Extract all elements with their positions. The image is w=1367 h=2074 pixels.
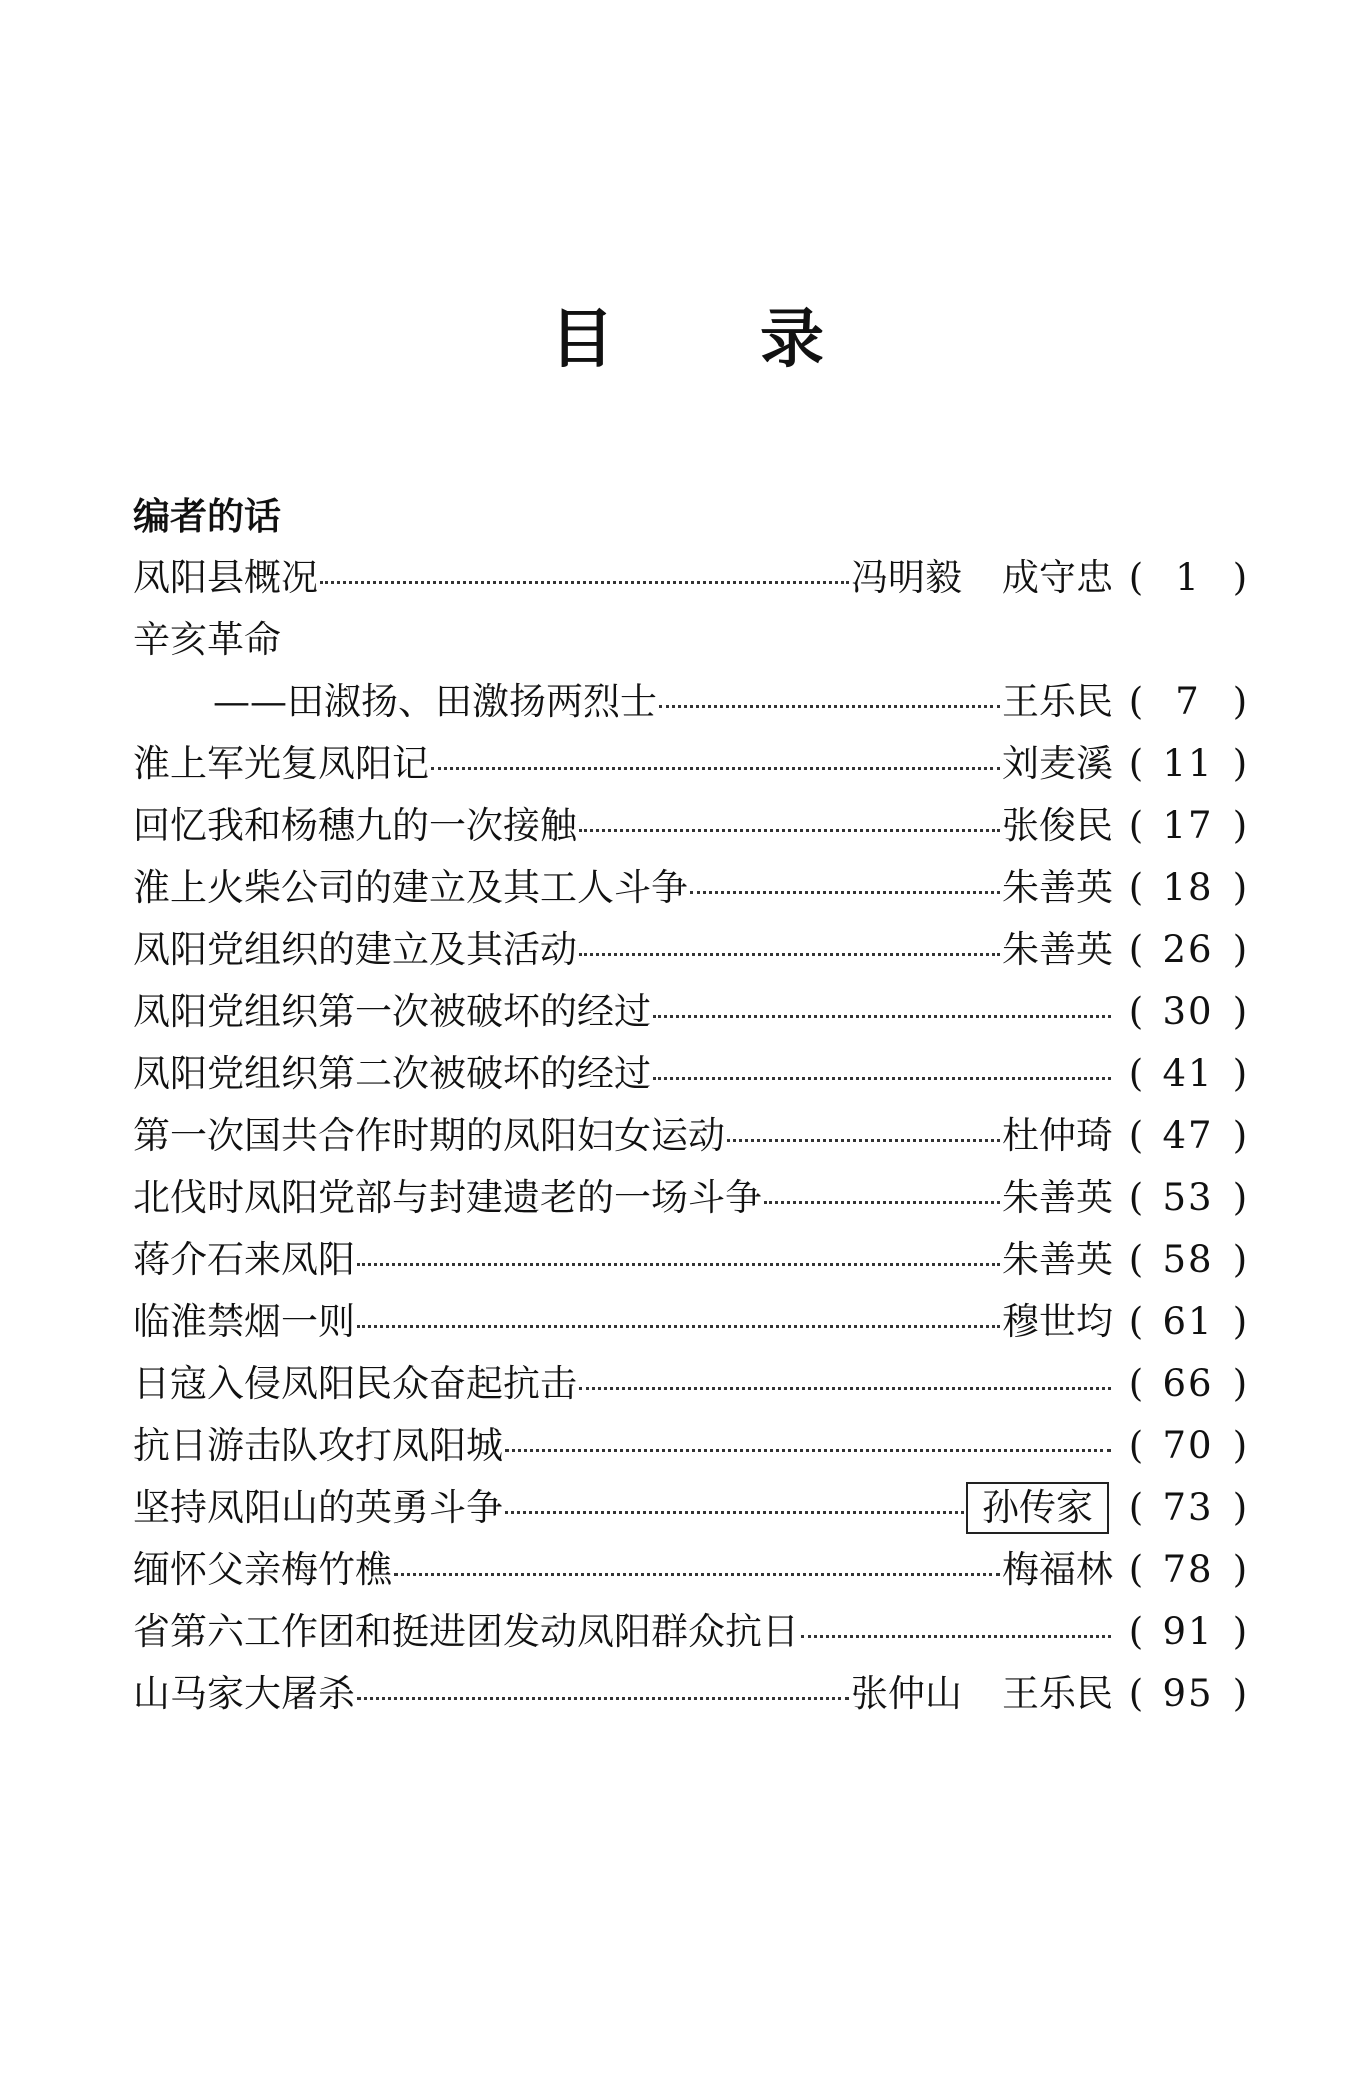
entry-title: 日寇入侵凤阳民众奋起抗击 (133, 1362, 577, 1405)
toc-entry[interactable] (133, 1353, 1253, 1415)
editor-note-title: 编者的话 (133, 494, 281, 538)
dot-leader (357, 1697, 849, 1700)
entry-title: 缅怀父亲梅竹樵 (133, 1548, 392, 1591)
dot-leader (505, 1511, 964, 1514)
toc-entry[interactable] (133, 857, 1253, 919)
dot-leader (431, 767, 1000, 770)
entry-title: 蒋介石来凤阳 (133, 1238, 355, 1281)
entry-page-number: ( 91 ) (1128, 1610, 1248, 1653)
entry-title: 抗日游击队攻打凤阳城 (133, 1424, 503, 1467)
entry-title: 凤阳县概况 (133, 556, 318, 599)
toc-entry[interactable] (133, 1415, 1253, 1477)
entry-author: 张仲山 (851, 1672, 962, 1715)
entry-page-number: ( 41 ) (1128, 1052, 1248, 1095)
dot-leader (579, 953, 1000, 956)
entry-author: 杜仲琦 (1002, 1114, 1113, 1157)
dot-leader (505, 1449, 1111, 1452)
dot-leader (653, 1077, 1111, 1080)
entry-author: 王乐民 (1002, 1672, 1113, 1715)
entry-title: 凤阳党组织第一次被破坏的经过 (133, 990, 651, 1033)
toc-entry[interactable] (133, 1043, 1253, 1105)
entry-author: 朱善英 (1002, 1176, 1113, 1219)
entry-subtitle: ——田淑扬、田激扬两烈士 (213, 680, 657, 723)
entry-page-number: ( 1 ) (1128, 556, 1248, 599)
entry-page-number: ( 95 ) (1128, 1672, 1248, 1715)
entry-title: 省第六工作团和挺进团发动凤阳群众抗日 (133, 1610, 799, 1653)
entry-author-boxed: 孙传家 (966, 1482, 1109, 1534)
toc-entry[interactable] (133, 981, 1253, 1043)
entry-title: 第一次国共合作时期的凤阳妇女运动 (133, 1114, 725, 1157)
dot-leader (579, 829, 1000, 832)
toc-entry[interactable] (133, 1291, 1253, 1353)
table-of-contents (133, 485, 1253, 1725)
entry-title: 山马家大屠杀 (133, 1672, 355, 1715)
entry-title: 临淮禁烟一则 (133, 1300, 355, 1343)
toc-entry[interactable] (133, 1539, 1253, 1601)
toc-entry[interactable] (133, 609, 1253, 671)
entry-title: 淮上火柴公司的建立及其工人斗争 (133, 866, 688, 909)
toc-heading-row[interactable] (133, 485, 1253, 547)
toc-entry[interactable] (133, 1601, 1253, 1663)
entry-author: 张俊民 (1002, 804, 1113, 847)
entry-author: 刘麦溪 (1002, 742, 1113, 785)
entry-author: 朱善英 (1002, 1238, 1113, 1281)
dot-leader (394, 1573, 1000, 1576)
entry-page-number: ( 70 ) (1128, 1424, 1248, 1467)
dot-leader (320, 581, 849, 584)
title-char-1: 目 (550, 303, 614, 377)
entry-page-number: ( 58 ) (1128, 1238, 1248, 1281)
toc-entry[interactable] (133, 1663, 1253, 1725)
dot-leader (764, 1201, 1000, 1204)
entry-author: 成守忠 (1002, 556, 1113, 599)
toc-entry[interactable] (133, 733, 1253, 795)
entry-author: 冯明毅 (851, 556, 962, 599)
entry-page-number: ( 17 ) (1128, 804, 1248, 847)
toc-entry[interactable] (133, 1477, 1253, 1539)
entry-author: 朱善英 (1002, 866, 1113, 909)
toc-entry[interactable] (133, 795, 1253, 857)
dot-leader (690, 891, 1000, 894)
dot-leader (659, 705, 1000, 708)
toc-entry[interactable] (133, 1229, 1253, 1291)
entry-page-number: ( 11 ) (1128, 742, 1248, 785)
entry-page-number: ( 66 ) (1128, 1362, 1248, 1405)
entry-title: 凤阳党组织的建立及其活动 (133, 928, 577, 971)
dot-leader (579, 1387, 1111, 1390)
toc-entry[interactable] (133, 671, 1253, 733)
entry-page-number: ( 47 ) (1128, 1114, 1248, 1157)
entry-author: 王乐民 (1002, 680, 1113, 723)
entry-page-number: ( 61 ) (1128, 1300, 1248, 1343)
title-char-2: 录 (760, 303, 824, 377)
entry-title: 坚持凤阳山的英勇斗争 (133, 1486, 503, 1529)
entry-title: 辛亥革命 (133, 618, 281, 661)
dot-leader (801, 1635, 1111, 1638)
entry-title: 淮上军光复凤阳记 (133, 742, 429, 785)
entry-author: 穆世均 (1002, 1300, 1113, 1343)
entry-page-number: ( 7 ) (1128, 680, 1248, 723)
entry-page-number: ( 53 ) (1128, 1176, 1248, 1219)
entry-page-number: ( 18 ) (1128, 866, 1248, 909)
entry-page-number: ( 30 ) (1128, 990, 1248, 1033)
entry-title: 北伐时凤阳党部与封建遗老的一场斗争 (133, 1176, 762, 1219)
page-title (0, 295, 1367, 385)
dot-leader (653, 1015, 1111, 1018)
dot-leader (357, 1263, 1000, 1266)
toc-entry[interactable] (133, 919, 1253, 981)
toc-entry[interactable] (133, 1167, 1253, 1229)
entry-page-number: ( 78 ) (1128, 1548, 1248, 1591)
entry-author: 梅福林 (1002, 1548, 1113, 1591)
entry-page-number: ( 73 ) (1128, 1486, 1248, 1529)
dot-leader (727, 1139, 1000, 1142)
dot-leader (357, 1325, 1000, 1328)
toc-entry[interactable] (133, 1105, 1253, 1167)
entry-title: 回忆我和杨穗九的一次接触 (133, 804, 577, 847)
entry-page-number: ( 26 ) (1128, 928, 1248, 971)
entry-author: 朱善英 (1002, 928, 1113, 971)
toc-entry[interactable] (133, 547, 1253, 609)
entry-title: 凤阳党组织第二次被破坏的经过 (133, 1052, 651, 1095)
